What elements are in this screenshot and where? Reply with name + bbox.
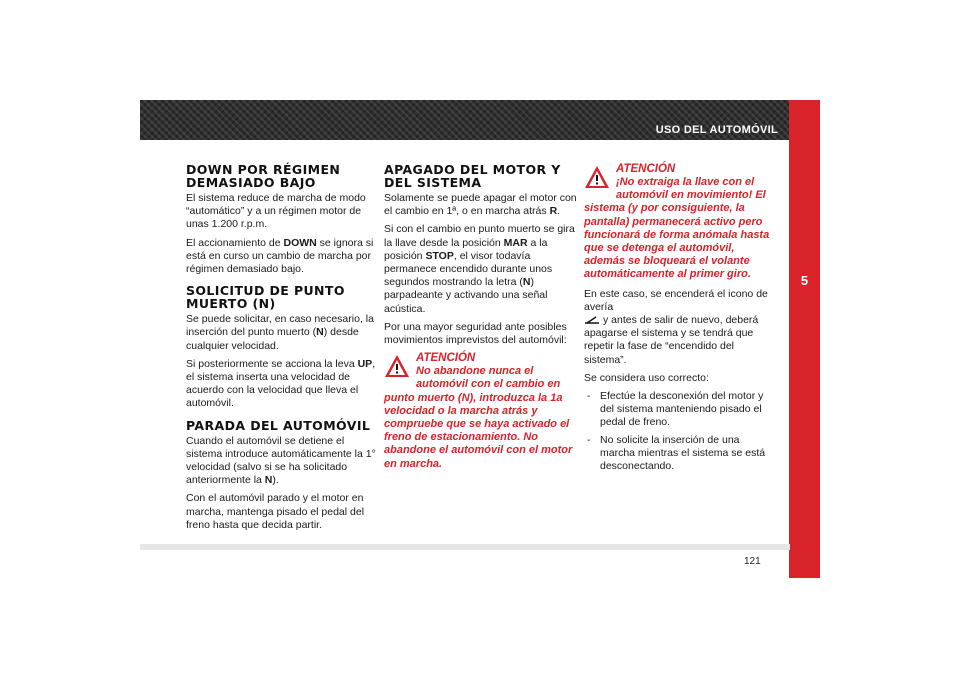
usage-list [584, 390, 774, 473]
warning-text: No abandone nunca el automóvil con el cambio en punto muerto (N), introduzca la 1a velocidad o la marcha atrás y compruebe que se haya activado el freno de estacionamiento. No abandone el automóvil con el motor en marcha. [384, 365, 573, 470]
header-bar [140, 100, 790, 140]
warning-title: ATENCIÓN [616, 163, 676, 175]
paragraph: Se considera uso correcto: [584, 371, 709, 384]
paragraph: Si con el cambio en punto muerto se gira la llave desde la posición MAR a la posición STOP, el visor todavía permanece encendido durante unos segundos mostrando la letra (N) parpadeante y activando una señal acústica. [384, 223, 575, 315]
section-title: USO DEL AUTOMÓVIL [655, 124, 778, 136]
column-2 [384, 163, 578, 471]
section-heading-shutdown: APAGADO DEL MOTOR Y DEL SISTEMA [384, 162, 561, 190]
page-number: 121 [744, 556, 761, 567]
paragraph: Solamente se puede apagar el motor con el cambio en 1ª, o en marcha atrás R. [384, 192, 577, 218]
paragraph: Se puede solicitar, en caso necesario, la inserción del punto muerto (N) desde cualquier velocidad. [186, 313, 374, 352]
chapter-number: 5 [800, 273, 809, 288]
warning-triangle-icon [584, 165, 610, 189]
section-heading-neutral: SOLICITUD DE PUNTO MUERTO (N) [186, 283, 345, 312]
column-3 [584, 163, 774, 477]
warning-text: ¡No extraiga la llave con el automóvil en movimiento! El sistema (y por consiguiente, la pantalla) permanecerá activo pero funcionará de forma anómala hasta que se detenga el automóvil, además se bloqueará el volante automáticamente al primer giro. [584, 176, 770, 281]
section-heading-stop: PARADA DEL AUTOMÓVIL [186, 417, 371, 433]
column-1 [186, 163, 376, 537]
paragraph: El sistema reduce de marcha de modo “automático” y a un régimen motor de unas 1.200 r.p.m. [186, 192, 366, 231]
list-item: - No solicite la inserción de una marcha mientras el sistema se está desconectando. [584, 434, 774, 474]
paragraph: Por una mayor seguridad ante posibles movimientos imprevistos del automóvil: [384, 320, 567, 347]
paragraph: En este caso, se encenderá el icono de avería y antes de salir de nuevo, deberá apagarse el sistema y se tendrá que repetir la fase de “encendido del sistema”. [584, 287, 768, 366]
fault-indicator-icon [584, 315, 600, 325]
warning-title: ATENCIÓN [416, 352, 476, 365]
list-item: - Efectúe la desconexión del motor y del sistema manteniendo pisado el pedal de freno. [584, 390, 774, 430]
paragraph: Con el automóvil parado y el motor en marcha, mantenga pisado el pedal del freno hasta que decida partir. [186, 492, 365, 531]
footer-bar [140, 544, 790, 550]
paragraph: Cuando el automóvil se detiene el sistema introduce automáticamente la 1° velocidad (salvo si se ha solicitado anteriormente la N). [186, 434, 376, 487]
warning-box [584, 163, 774, 282]
paragraph: Si posteriormente se acciona la leva UP, el sistema inserta una velocidad de acuerdo con la velocidad que lleva el automóvil. [186, 357, 376, 410]
section-heading-down: DOWN POR RÉGIMEN DEMASIADO BAJO [186, 162, 341, 190]
warning-triangle-icon [384, 354, 410, 378]
warning-box [384, 352, 578, 471]
chapter-tab [789, 100, 820, 578]
paragraph: El accionamiento de DOWN se ignora si está en curso un cambio de marcha por régimen demasiado bajo. [186, 236, 374, 276]
